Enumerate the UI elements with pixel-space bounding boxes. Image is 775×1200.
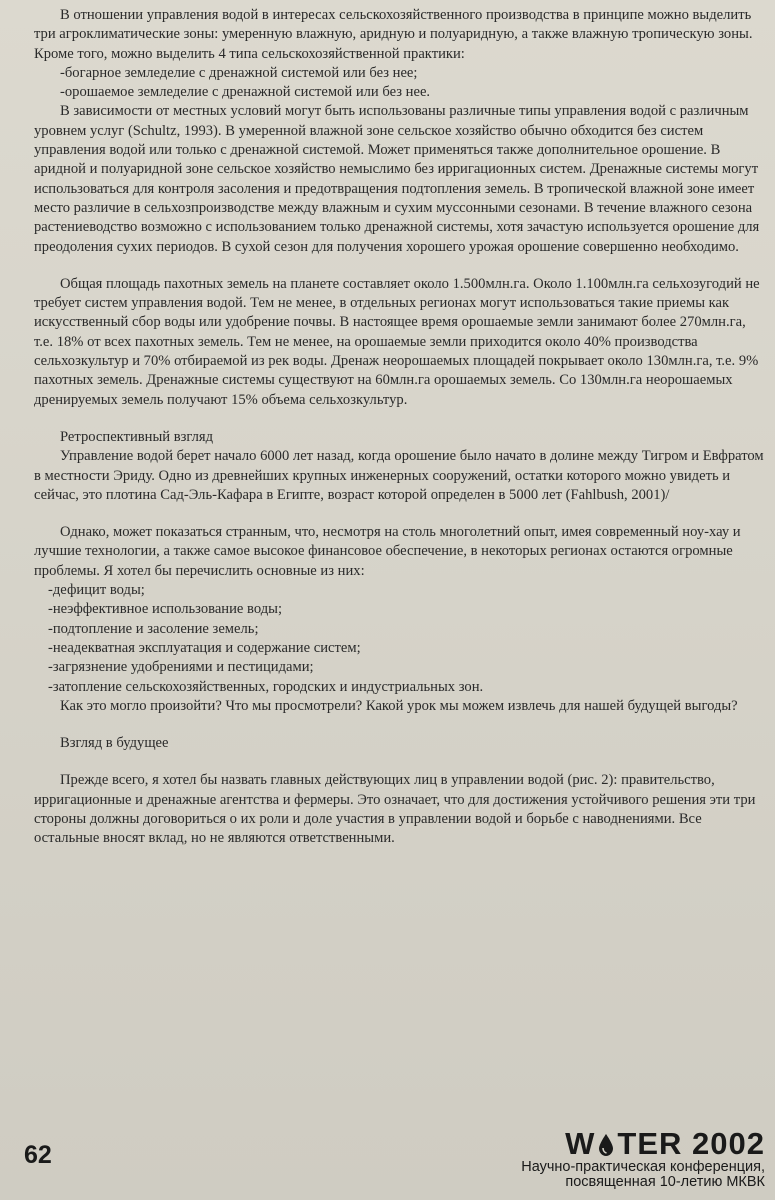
paragraph-problems: Однако, может показаться странным, что, несмотря на столь многолетний опыт, имея современный ноу-хау и лучшие технологии, а также самое высокое финансовое обеспечение, в некоторых регионах остаются огромные проблемы. Я хотел бы перечислить основные из них: xyxy=(34,524,741,579)
list-item: -орошаемое земледелие с дренажной системой или без нее. xyxy=(60,84,431,101)
logo-text-right: TER 2002 xyxy=(617,1126,765,1161)
section-heading-retrospective: Ретроспективный взгляд xyxy=(60,428,214,445)
logo-wordmark xyxy=(521,1128,765,1160)
logo-text-left: W xyxy=(565,1126,596,1161)
conference-subtitle-line2: посвященная 10-летию МКВК xyxy=(565,1174,765,1190)
paragraph-questions: Как это могло произойти? Что мы просмотрели? Какой урок мы можем извлечь для нашей будущей выгоды? xyxy=(60,697,738,714)
section-heading-future: Взгляд в будущее xyxy=(60,735,169,752)
conference-logo xyxy=(521,1128,765,1190)
list-item: -неэффективное использование воды; xyxy=(48,601,283,618)
list-item: -неадекватная эксплуатация и содержание систем; xyxy=(48,639,361,656)
conference-subtitle-line1: Научно-практическая конференция, xyxy=(521,1159,765,1175)
list-item: -дефицит воды; xyxy=(48,582,145,599)
paragraph-agroclimatic-zones: В отношении управления водой в интересах сельскохозяйственного производства в принципе можно выделить три агроклиматические зоны: умеренную влажную, аридную и полуаридную, а также влажную тропическую зоны. Кроме того, можно выделить 4 типа сельскохозяйственной практики: xyxy=(34,7,753,62)
list-item: -затопление сельскохозяйственных, городских и индустриальных зон. xyxy=(48,678,484,695)
list-item: -подтопление и засоление земель; xyxy=(48,620,259,637)
paragraph-water-management-types: В зависимости от местных условий могут быть использованы различные типы управления водой с различным уровнем услуг (Schultz, 1993). В умеренной влажной зоне сельское хозяйство обычно обходится без систем управления водой или только с дренажной системой. Может применяться также дополнительное орошение. В аридной и полуаридной зоне сельское хозяйство немыслимо без ирригационных систем. Дренажные системы могут использоваться для контроля засоления и предотвращения подтопления земель. В тропической влажной зоне имеет место различие в сельхозпроизводстве между влажным и сухим муссонными сезонами. В течение влажного сезона растениеводство возможно с использованием только дренажной системы, хотя зачастую используется орошение для преодоления сухих периодов. В сухой сезон для получения хорошего урожая орошение совершенно необходимо. xyxy=(34,103,760,255)
list-item: -богарное земледелие с дренажной системой или без нее; xyxy=(60,64,418,81)
paragraph-history: Управление водой берет начало 6000 лет назад, когда орошение было начато в долине между Тигром и Евфратом в местности Эриду. Одно из древнейших крупных инженерных сооружений, остатки которого можно увидеть и сейчас, это плотина Сад-Эль-Кафара в Египте, возраст которой определен в 5000 лет (Fahlbush, 2001)/ xyxy=(34,448,764,503)
paragraph-stakeholders: Прежде всего, я хотел бы назвать главных действующих лиц в управлении водой (рис. 2): правительство, ирригационные и дренажные агентства и фермеры. Это означает, что для достижения устойчивого решения эти три стороны должны договориться о их роли и доле участия в управлении водой и борьбе с наводнениями. Все остальные вносят вклад, но не являются ответственными. xyxy=(34,772,756,847)
page-footer xyxy=(0,1120,775,1200)
paragraph-arable-land: Общая площадь пахотных земель на планете составляет около 1.500млн.га. Около 1.100млн.га сельхозугодий не требует систем управления водой. Тем не менее, в отдельных регионах могут использоваться такие приемы как искусственный сбор воды или удобрение почвы. В настоящее время орошаемые земли занимают более 270млн.га, т.е. 18% от всех пахотных земель. Тем не менее, на орошаемые земли приходится около 40% производства сельхозкультур и 70% отбираемой из рек воды. Дренаж неорошаемых площадей покрывает около 130млн.га, т.е. 9% пахотных земель. Дренажные системы существуют на 60млн.га орошаемых земель. Со 130млн.га неорошаемых дренируемых земель получают 15% объема сельхозкультур. xyxy=(34,275,760,408)
page-number: 62 xyxy=(24,1141,52,1169)
list-item: -загрязнение удобрениями и пестицидами; xyxy=(48,659,314,676)
water-drop-icon xyxy=(597,1133,615,1157)
